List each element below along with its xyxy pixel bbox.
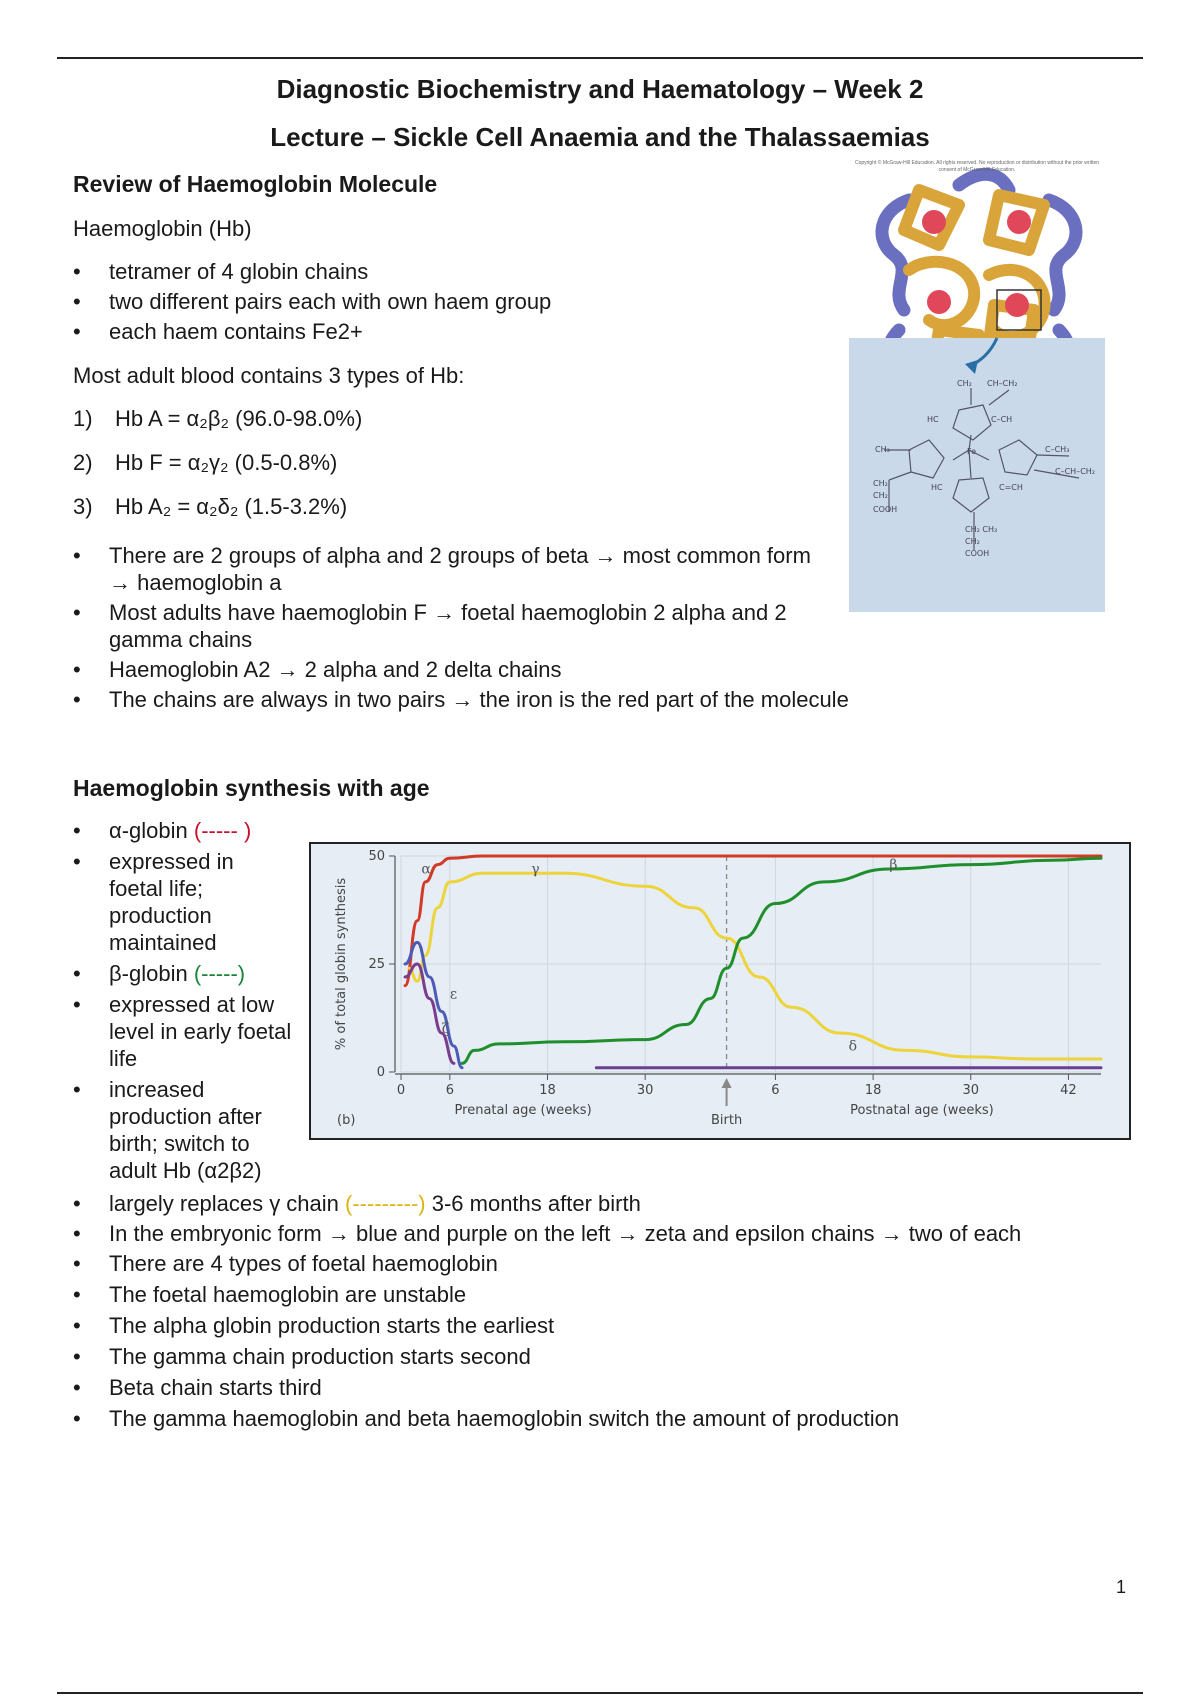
- birth-label: Birth: [710, 1113, 743, 1128]
- x-tick-label: 30: [636, 1083, 654, 1098]
- birth-arrow-icon: [722, 1078, 732, 1088]
- chart-plot-area: [311, 844, 1129, 1138]
- series-label: ζ: [441, 1021, 450, 1038]
- x-tick-label: 0: [396, 1083, 406, 1098]
- svg-text:CH₃: CH₃: [875, 445, 890, 454]
- panel-label: (b): [337, 1113, 356, 1128]
- list-item: • tetramer of 4 globin chains: [73, 258, 551, 288]
- list-item: • β-globin (-----): [73, 960, 293, 987]
- list-item: • The chains are always in two pairs → the iron is the red part of the molecule: [73, 686, 1200, 713]
- x-tick-label: 42: [1060, 1083, 1077, 1098]
- list-item: • Beta chain starts third: [73, 1374, 1153, 1401]
- series-line-ζ: [405, 964, 454, 1063]
- list-item: • The alpha globin production starts the earliest: [73, 1312, 1153, 1339]
- list-item: • expressed in foetal life; production maintained: [73, 848, 293, 956]
- section-heading-haemoglobin-molecule: Review of Haemoglobin Molecule: [73, 171, 438, 197]
- svg-text:CH₂: CH₂: [965, 537, 980, 546]
- svg-text:COOH: COOH: [965, 549, 990, 558]
- svg-text:HC: HC: [927, 415, 939, 424]
- haemoglobin-intro: Haemoglobin (Hb): [73, 216, 252, 241]
- series-label: γ: [531, 861, 540, 878]
- list-item: • increased production after birth; switch to adult Hb (α2β2): [73, 1076, 293, 1184]
- x-tick-label: 6: [771, 1083, 780, 1098]
- list-item: • There are 4 types of foetal haemoglobin: [73, 1250, 1153, 1277]
- figure-copyright: Copyright © McGraw-Hill Education. All rights reserved. No reproduction or distribution without the prior written consent of McGraw-Hill Education.: [854, 160, 1100, 173]
- series-line-β: [462, 858, 1101, 1063]
- series-label: δ: [848, 1038, 858, 1055]
- bottom-rule: [57, 1692, 1143, 1694]
- prenatal-axis-label: Prenatal age (weeks): [454, 1103, 592, 1118]
- svg-text:C–CH: C–CH: [991, 415, 1013, 424]
- list-item: • each haem contains Fe2+: [73, 318, 551, 348]
- top-rule: [57, 57, 1143, 59]
- document-title: Diagnostic Biochemistry and Haematology – Week 2: [276, 74, 924, 104]
- list-item: 1) Hb A = α₂β₂ (96.0-98.0%): [73, 406, 363, 431]
- x-tick-label: 18: [864, 1083, 882, 1098]
- y-axis-label: % of total globin synthesis: [334, 877, 349, 1051]
- haemoglobin-illustration: [849, 160, 1105, 612]
- y-tick-label: 0: [376, 1065, 385, 1080]
- series-label: β: [889, 856, 898, 873]
- lecture-subtitle: Lecture – Sickle Cell Anaemia and the Thalassaemias: [270, 122, 930, 152]
- svg-text:CH₂ CH₃: CH₂ CH₃: [965, 525, 998, 534]
- list-item: • There are 2 groups of alpha and 2 groups of beta → most common form → haemoglobin a: [73, 542, 813, 596]
- svg-text:CH₂: CH₂: [873, 491, 888, 500]
- x-tick-label: 30: [962, 1083, 980, 1098]
- synthesis-notes-list: [73, 1190, 1153, 1432]
- list-item: • Haemoglobin A2 → 2 alpha and 2 delta chains: [73, 656, 1200, 683]
- list-item: • In the embryonic form → blue and purple on the left → zeta and epsilon chains → two of each: [73, 1220, 1153, 1247]
- list-item: • two different pairs each with own haem group: [73, 288, 551, 318]
- list-item: • largely replaces γ chain (---------) 3-6 months after birth: [73, 1190, 1153, 1217]
- y-tick-label: 25: [368, 957, 385, 972]
- hb-types-intro: Most adult blood contains 3 types of Hb:: [73, 363, 465, 388]
- svg-text:CH₂: CH₂: [873, 479, 888, 488]
- svg-text:Fe: Fe: [967, 447, 977, 456]
- list-item: • expressed at low level in early foetal life: [73, 991, 293, 1072]
- page-number: 1: [1115, 1577, 1126, 1597]
- svg-text:C–CH₃: C–CH₃: [1045, 445, 1070, 454]
- svg-text:CH₂: CH₂: [957, 379, 972, 388]
- globin-synthesis-chart: [309, 842, 1131, 1140]
- svg-text:C=CH: C=CH: [999, 483, 1023, 492]
- postnatal-axis-label: Postnatal age (weeks): [850, 1103, 994, 1118]
- x-tick-label: 18: [539, 1083, 556, 1098]
- hb-types-list: [73, 404, 362, 536]
- list-item: • The foetal haemoglobin are unstable: [73, 1281, 1153, 1308]
- globin-side-list: [73, 817, 293, 1184]
- svg-text:COOH: COOH: [873, 505, 898, 514]
- list-item: • The gamma chain production starts second: [73, 1343, 1153, 1370]
- y-tick-label: 50: [368, 849, 385, 864]
- svg-text:C–CH–CH₂: C–CH–CH₂: [1055, 467, 1095, 476]
- hb-notes-list: [73, 542, 849, 713]
- series-line-α: [405, 856, 1101, 986]
- svg-text:HC: HC: [931, 483, 943, 492]
- series-line-γ: [409, 873, 1101, 1059]
- list-item: 2) Hb F = α₂γ₂ (0.5-0.8%): [73, 450, 338, 475]
- series-label: ε: [449, 986, 458, 1003]
- section-heading-synthesis-with-age: Haemoglobin synthesis with age: [73, 775, 430, 801]
- haemoglobin-molecule-figure: [849, 160, 1105, 612]
- series-label: α: [421, 861, 431, 878]
- x-tick-label: 6: [445, 1083, 454, 1098]
- list-item: • The gamma haemoglobin and beta haemoglobin switch the amount of production: [73, 1405, 1153, 1432]
- list-item: 3) Hb A₂ = α₂δ₂ (1.5-3.2%): [73, 494, 348, 519]
- list-item: • Most adults have haemoglobin F → foetal haemoglobin 2 alpha and 2 gamma chains: [73, 599, 813, 653]
- haemoglobin-structure-list: [73, 258, 551, 348]
- list-item: • α-globin (----- ): [73, 817, 293, 844]
- svg-text:CH–CH₂: CH–CH₂: [987, 379, 1018, 388]
